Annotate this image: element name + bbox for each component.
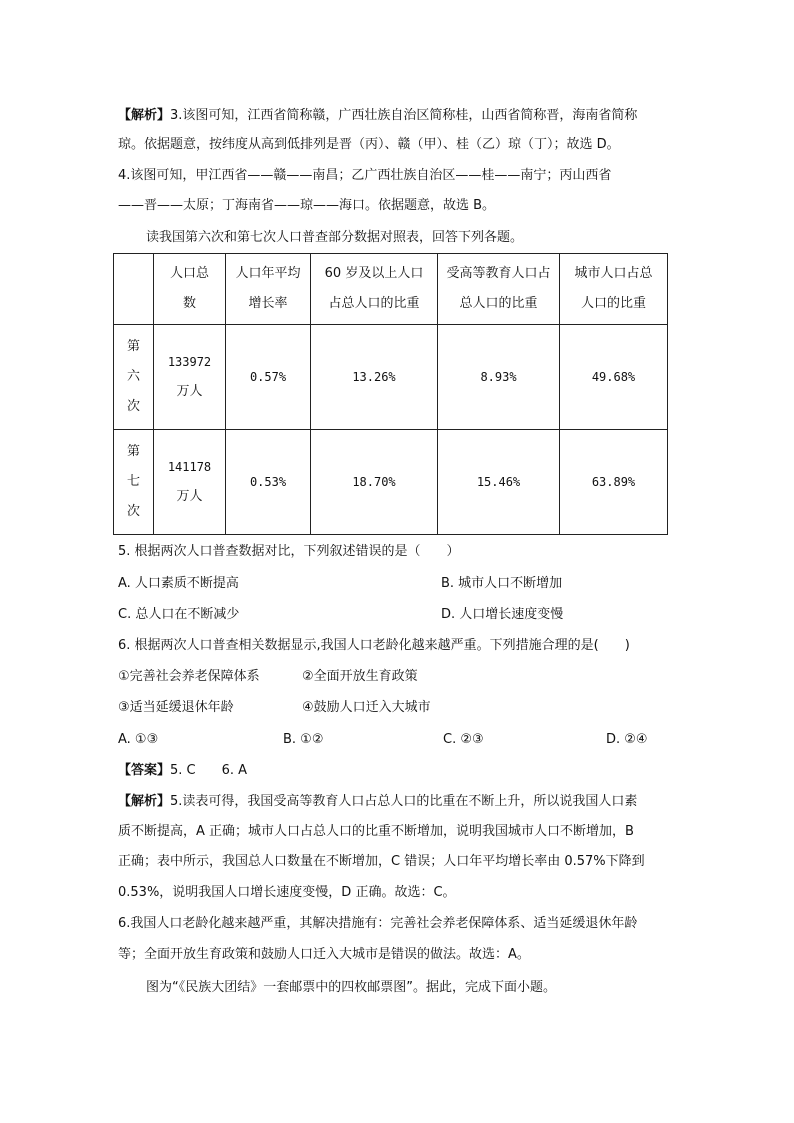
question-5-option-a: A. 人口素质不断提高 (118, 576, 239, 591)
row-label-cell (114, 325, 154, 430)
header-total-label: 人口总数 (169, 266, 209, 311)
question-6-item-3: ③适当延缓退休年龄 (118, 700, 234, 715)
total-cell (154, 325, 226, 430)
question-5-option-b: B. 城市人口不断增加 (441, 576, 563, 591)
table-header-row (114, 254, 668, 325)
answer-text: 5. C 6. A (170, 763, 248, 778)
education-cell: 15.46% (438, 430, 560, 535)
closing-prompt: 图为“《民族大团结》一套邮票中的四枚邮票图”。据此，完成下面小题。 (146, 980, 556, 995)
census-table (113, 253, 668, 535)
question-5-option-d: D. 人口增长速度变慢 (441, 607, 564, 622)
analysis-paragraph-line: 等；全面开放生育政策和鼓励人口迁入大城市是错误的做法。故选：A。 (118, 947, 530, 962)
total-cell (154, 430, 226, 535)
question-6-stem: 6. 根据两次人口普查相关数据显示,我国人口老龄化越来越严重。下列措施合理的是( ) (118, 638, 630, 653)
header-cell-elderly (311, 254, 438, 325)
header-education-label: 受高等教育人口占总人口的比重 (446, 266, 551, 311)
question-6-item-1: ①完善社会养老保障体系 (118, 669, 260, 684)
row-label: 第六次 (126, 339, 140, 414)
analysis-paragraph-line: 琼。依据题意，按纬度从高到低排列是晋（丙）、赣（甲）、桂（乙）琼（丁）；故选 D。 (118, 137, 620, 152)
table-row (114, 325, 668, 430)
table-row (114, 430, 668, 535)
analysis-tag: 【解析】 (118, 108, 171, 123)
analysis-paragraph-line: 正确；表中所示，我国总人口数量在不断增加，C 错误；人口年平均增长率由 0.57%下降到 (118, 854, 645, 869)
analysis-paragraph-line: ——晋——太原；丁海南省——琼——海口。依据题意，故选 B。 (118, 198, 496, 213)
table-intro: 读我国第六次和第七次人口普查部分数据对照表，回答下列各题。 (146, 230, 524, 245)
analysis-paragraph-line: 0.53%，说明我国人口增长速度变慢，D 正确。故选：C。 (118, 885, 456, 900)
analysis-text: 5.读表可得，我国受高等教育人口占总人口的比重在不断上升，所以说我国人口素 (170, 794, 638, 809)
analysis-tag: 【解析】 (118, 794, 171, 809)
question-6-option-a: A. ①③ (118, 732, 159, 747)
header-cell-total (154, 254, 226, 325)
analysis-paragraph-line: 质不断提高，A 正确；城市人口占总人口的比重不断增加，说明我国城市人口不断增加，B (118, 824, 634, 839)
header-cell-urban (560, 254, 668, 325)
header-cell-blank (114, 254, 154, 325)
question-6-item-2: ②全面开放生育政策 (302, 669, 418, 684)
urban-cell: 49.68% (560, 325, 668, 430)
analysis-paragraph-line: 4.该图可知，甲江西省——赣——南昌；乙广西壮族自治区——桂——南宁；丙山西省 (118, 168, 612, 183)
education-cell: 8.93% (438, 325, 560, 430)
question-5-option-c: C. 总人口在不断减少 (118, 607, 240, 622)
question-6-option-b: B. ①② (283, 732, 324, 747)
analysis-paragraph-line (118, 792, 637, 812)
total-number: 133972 (167, 355, 212, 369)
question-6-option-c: C. ②③ (443, 732, 484, 747)
row-label-cell (114, 430, 154, 535)
header-cell-growth (226, 254, 311, 325)
analysis-paragraph-line (118, 106, 637, 126)
elderly-cell: 13.26% (311, 325, 438, 430)
header-cell-education (438, 254, 560, 325)
total-number: 141178 (167, 460, 212, 474)
analysis-paragraph-line: 6.我国人口老龄化越来越严重，其解决措施有：完善社会养老保障体系、适当延缓退休年龄 (118, 916, 638, 931)
row-label: 第七次 (126, 444, 140, 519)
analysis-text: 3.该图可知，江西省简称赣，广西壮族自治区简称桂，山西省简称晋，海南省简称 (170, 108, 638, 123)
question-6-option-d: D. ②④ (606, 732, 648, 747)
growth-cell: 0.53% (226, 430, 311, 535)
answer-tag: 【答案】 (118, 763, 171, 778)
growth-cell: 0.57% (226, 325, 311, 430)
urban-cell: 63.89% (560, 430, 668, 535)
total-unit: 万人 (176, 384, 203, 399)
question-6-item-4: ④鼓励人口迁入大城市 (302, 700, 431, 715)
total-unit: 万人 (176, 489, 203, 504)
header-urban-label: 城市人口占总人口的比重 (574, 266, 653, 311)
answer-line (118, 761, 247, 781)
header-elderly-label: 60 岁及以上人口占总人口的比重 (324, 266, 424, 311)
question-5-stem: 5. 根据两次人口普查数据对比，下列叙述错误的是（ ） (118, 544, 460, 559)
elderly-cell: 18.70% (311, 430, 438, 535)
header-growth-label: 人口年平均增长率 (235, 266, 301, 311)
